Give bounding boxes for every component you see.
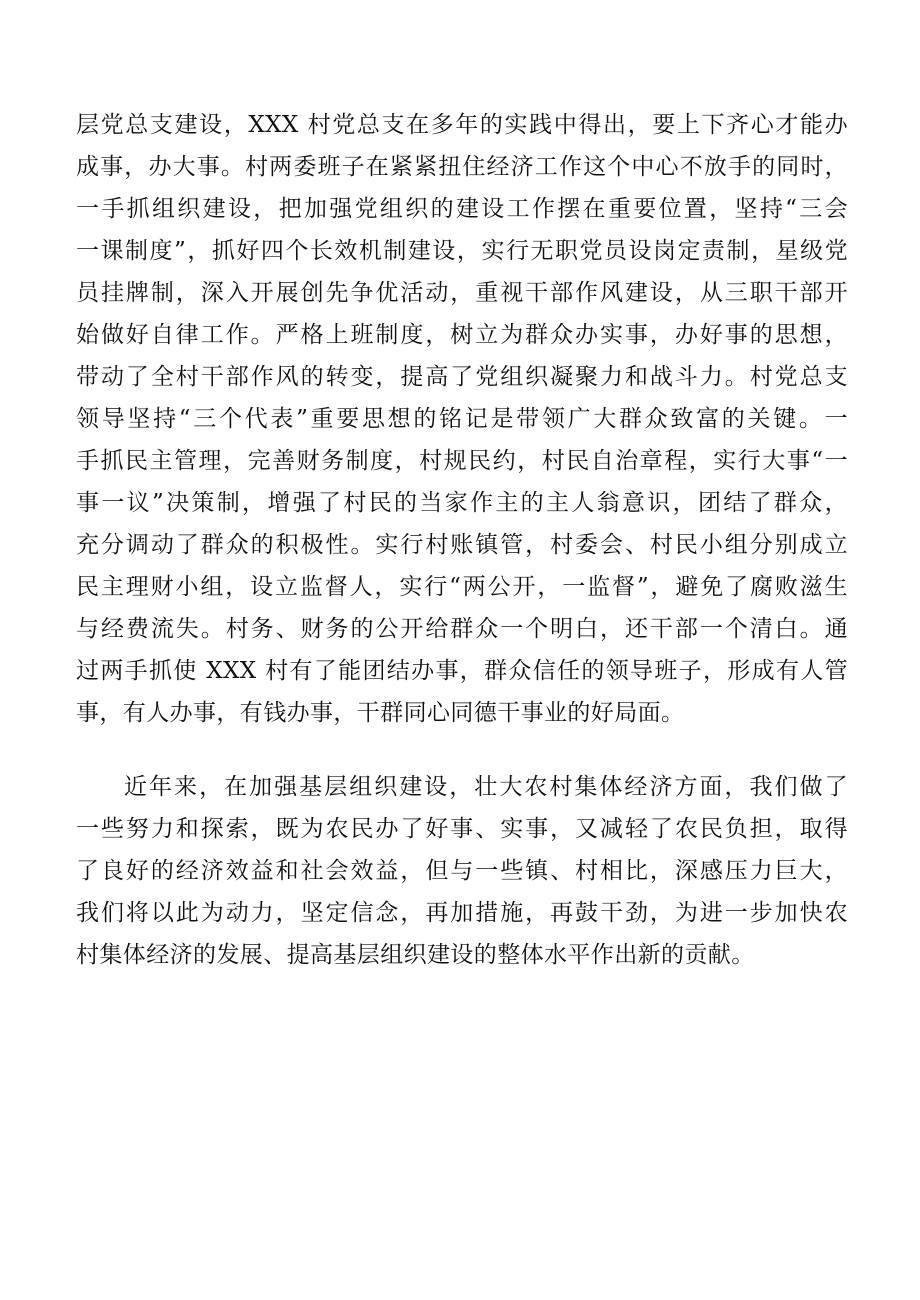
paragraph-2 xyxy=(76,766,848,976)
paragraph-line: 过两手抓使 XXX 村有了能团结办事，群众信任的领导班子，形成有人管 xyxy=(76,658,848,684)
paragraph-line: 员挂牌制，深入开展创先争优活动，重视干部作风建设，从三职干部开 xyxy=(76,280,848,306)
paragraph-line: 事一议”决策制，增强了村民的当家作主的主人翁意识，团结了群众， xyxy=(76,490,848,516)
paragraph-line: 与经费流失。村务、财务的公开给群众一个明白，还干部一个清白。通 xyxy=(76,616,848,642)
paragraph-line: 一些努力和探索，既为农民办了好事、实事，又减轻了农民负担，取得 xyxy=(76,816,848,842)
paragraph-line: 充分调动了群众的积极性。实行村账镇管，村委会、村民小组分别成立 xyxy=(76,532,848,558)
paragraph-line: 近年来，在加强基层组织建设，壮大农村集体经济方面，我们做了 xyxy=(124,774,848,800)
paragraph-line: 手抓民主管理，完善财务制度，村规民约，村民自治章程，实行大事“一 xyxy=(76,448,848,474)
paragraph-line: 了良好的经济效益和社会效益，但与一些镇、村相比，深感压力巨大， xyxy=(76,858,848,884)
paragraph-line: 一手抓组织建设，把加强党组织的建设工作摆在重要位置，坚持“三会 xyxy=(76,196,848,222)
paragraph-line: 一课制度”，抓好四个长效机制建设，实行无职党员设岗定责制，星级党 xyxy=(76,238,848,264)
paragraph-line: 我们将以此为动力，坚定信念，再加措施，再鼓干劲，为进一步加快农 xyxy=(76,900,848,926)
paragraph-line: 村集体经济的发展、提高基层组织建设的整体水平作出新的贡献。 xyxy=(76,942,755,968)
paragraph-line: 民主理财小组，设立监督人，实行“两公开，一监督”，避免了腐败滋生 xyxy=(76,574,848,600)
paragraph-line: 事，有人办事，有钱办事，干群同心同德干事业的好局面。 xyxy=(76,700,685,726)
paragraph-line: 层党总支建设，XXX 村党总支在多年的实践中得出，要上下齐心才能办 xyxy=(76,112,848,138)
paragraph-line: 始做好自律工作。严格上班制度，树立为群众办实事，办好事的思想， xyxy=(76,322,848,348)
paragraph-line: 领导坚持“三个代表”重要思想的铭记是带领广大群众致富的关键。一 xyxy=(76,406,848,432)
paragraph-line: 带动了全村干部作风的转变，提高了党组织凝聚力和战斗力。村党总支 xyxy=(76,364,848,390)
paragraph-line: 成事，办大事。村两委班子在紧紧扭住经济工作这个中心不放手的同时， xyxy=(76,154,848,180)
paragraph-1 xyxy=(76,104,848,734)
